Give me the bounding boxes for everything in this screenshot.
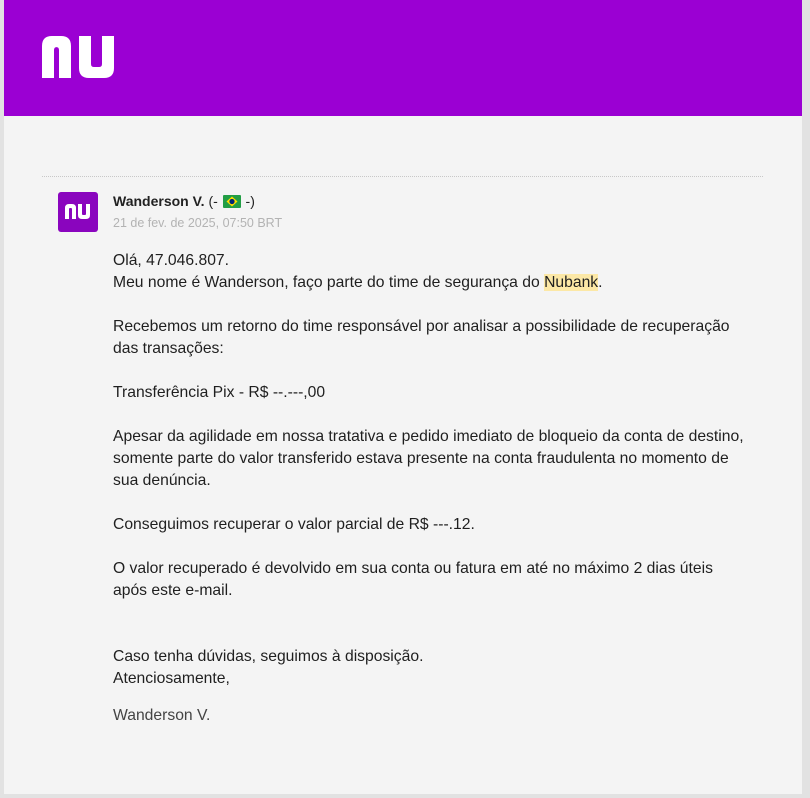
greeting: Olá, 47.046.807. <box>113 252 230 269</box>
brazil-flag-icon <box>223 195 241 208</box>
closing-line: Caso tenha dúvidas, seguimos à disposição. <box>113 648 424 665</box>
paragraph-line: Recebemos um retorno do time responsável por analisar a possibilidade de recuperação <box>113 318 730 335</box>
divider <box>42 176 763 177</box>
sender-name: Wanderson V. <box>113 193 205 209</box>
intro-end: . <box>598 274 603 291</box>
nubank-avatar-icon <box>58 192 98 232</box>
email-header-banner <box>4 0 802 116</box>
nubank-logo <box>39 34 121 80</box>
recovered-amount-line: Conseguimos recuperar o valor parcial de R$ ---.12. <box>113 516 475 533</box>
sender-suffix-open: (- <box>208 193 218 209</box>
intro-text: Meu nome é Wanderson, faço parte do time de segurança do <box>113 274 545 291</box>
paragraph-line: somente parte do valor transferido estava presente na conta fraudulenta no momento de <box>113 450 729 467</box>
paragraph-line: sua denúncia. <box>113 472 211 489</box>
paragraph-line: das transações: <box>113 340 224 357</box>
sender-suffix-close: -) <box>245 193 255 209</box>
regards-line: Atenciosamente, <box>113 670 230 687</box>
paragraph-line: após este e-mail. <box>113 582 233 599</box>
paragraph-line: Apesar da agilidade em nossa tratativa e pedido imediato de bloqueio da conta de destino, <box>113 428 744 445</box>
paragraph-line: O valor recuperado é devolvido em sua conta ou fatura em até no máximo 2 dias úteis <box>113 560 713 577</box>
message-timestamp: 21 de fev. de 2025, 07:50 BRT <box>113 216 283 230</box>
sender-line <box>113 193 255 210</box>
brand-highlight: Nubank <box>544 274 599 291</box>
intro-line <box>113 272 603 294</box>
email-view <box>4 0 802 794</box>
transfer-line: Transferência Pix - R$ --.---,00 <box>113 384 326 401</box>
signature: Wanderson V. <box>113 707 211 724</box>
